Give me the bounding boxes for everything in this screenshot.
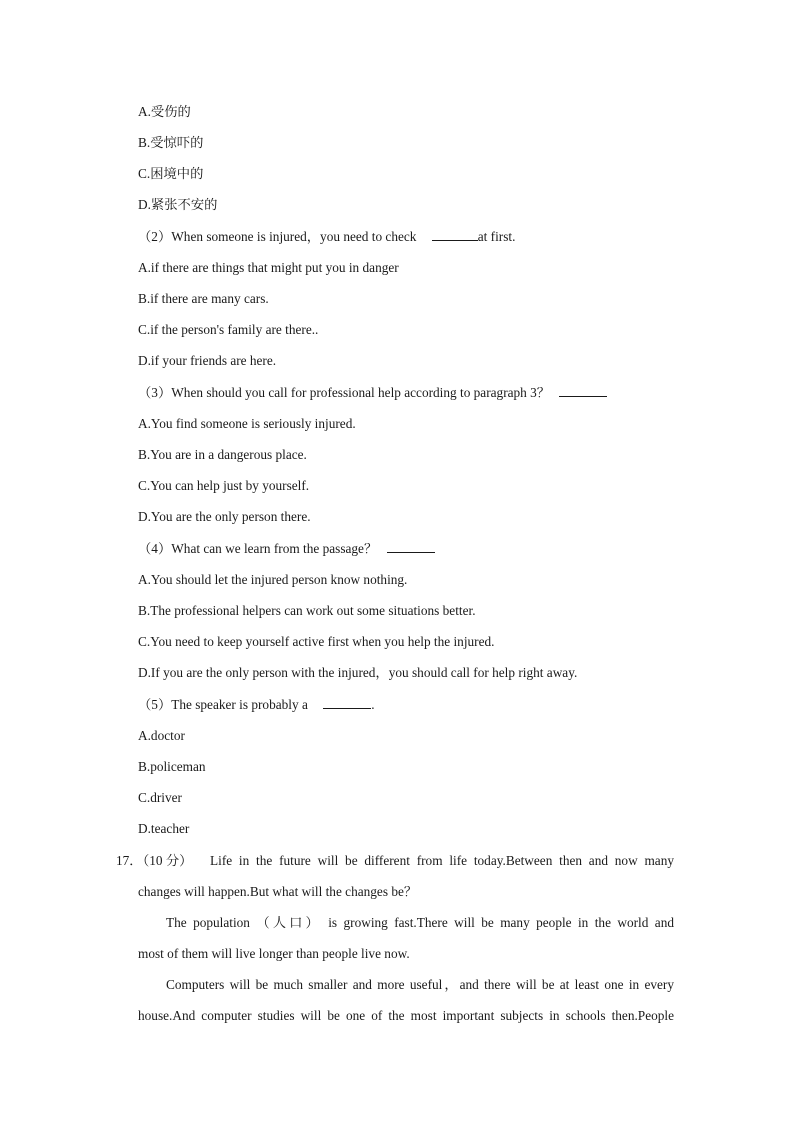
q3-option-d: D.You are the only person there. (138, 509, 311, 524)
q5-option-c: C.driver (138, 790, 182, 805)
q3-stem-text: （3）When should you call for professional help according to paragraph 3？ (138, 385, 551, 400)
q5-option-b: B.policeman (138, 759, 206, 774)
q2-stem-after: at first. (477, 229, 516, 244)
q2-option-b: B.if there are many cars. (138, 291, 269, 306)
q2-stem-text: （2）When someone is injured，you need to check (138, 229, 417, 244)
q2-option-c: C.if the person's family are there.. (138, 322, 319, 337)
q17-paragraph-2-line-2: house.And computer studies will be one of the most important subjects in schools then.People (138, 1008, 674, 1023)
q5-option-d: D.teacher (138, 821, 190, 836)
q4-option-c: C.You need to keep yourself active first when you help the injured. (138, 634, 495, 649)
q17-points: （10 分） (142, 853, 193, 868)
q1-option-c: C.困境中的 (138, 166, 204, 181)
q3-stem (138, 384, 607, 402)
q4-option-b: B.The professional helpers can work out some situations better. (138, 603, 476, 618)
q1-option-a: A.受伤的 (138, 104, 191, 119)
q2-option-d: D.if your friends are here. (138, 353, 277, 368)
q5-stem-after: . (371, 697, 375, 712)
q3-option-a: A.You find someone is seriously injured. (138, 416, 356, 431)
q2-answer-blank (432, 228, 478, 241)
q17-paragraph-2-line-1: Computers will be much smaller and more useful，and there will be at least one in every (166, 977, 674, 992)
q1-option-b: B.受惊吓的 (138, 135, 204, 150)
q3-option-c: C.You can help just by yourself. (138, 478, 310, 493)
q5-option-a: A.doctor (138, 728, 185, 743)
q1-option-d: D.紧张不安的 (138, 197, 218, 212)
q17-intro-line-1: Life in the future will be different from life today.Between then and now many (210, 853, 674, 868)
q5-answer-blank (323, 696, 371, 709)
q2-stem (138, 228, 515, 246)
q3-answer-blank (559, 384, 607, 397)
q3-option-b: B.You are in a dangerous place. (138, 447, 307, 462)
q4-stem (138, 540, 435, 558)
q5-stem (138, 696, 375, 714)
q17-number-text: 17． (116, 853, 143, 868)
q17-paragraph-1-line-2: most of them will live longer than people live now. (138, 946, 410, 961)
q17-intro-line-2: changes will happen.But what will the changes be？ (138, 884, 418, 899)
q17-number (116, 852, 192, 870)
q17-paragraph-1-line-1: The population （人口） is growing fast.There will be many people in the world and (166, 915, 674, 930)
q4-answer-blank (387, 540, 435, 553)
q4-option-a: A.You should let the injured person know nothing. (138, 572, 408, 587)
q4-option-d: D.If you are the only person with the injured，you should call for help right away. (138, 665, 578, 680)
q5-stem-text: （5）The speaker is probably a (138, 697, 308, 712)
q2-option-a: A.if there are things that might put you in danger (138, 260, 399, 275)
q4-stem-text: （4）What can we learn from the passage？ (138, 541, 378, 556)
